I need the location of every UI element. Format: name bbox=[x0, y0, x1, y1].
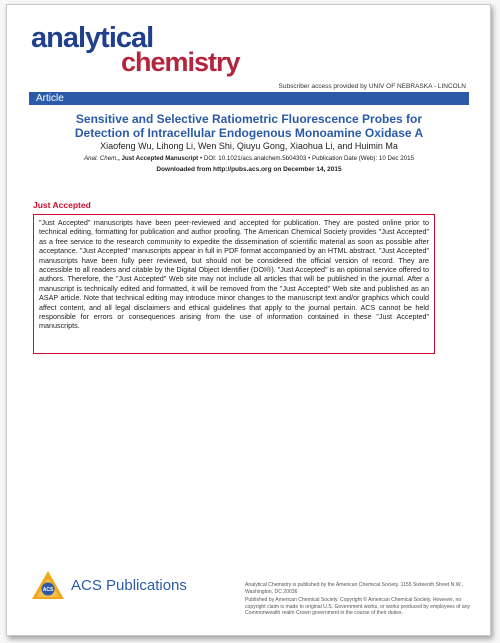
subscriber-access-notice: Subscriber access provided by UNIV OF NEBRASKA - LINCOLN bbox=[278, 83, 466, 90]
footer-copyright: Published by American Chemical Society. Copyright © American Chemical Society. However, no copyright claim is made to original U.S. Government works, or works produced by employees of any Commonwealth realm Crown government in the course of their duties. bbox=[245, 597, 471, 617]
section-bar bbox=[29, 92, 469, 105]
download-notice: Downloaded from http://pubs.acs.org on December 14, 2015 bbox=[156, 166, 342, 173]
journal-logo bbox=[31, 23, 251, 83]
citation-journal: Anal. Chem. bbox=[83, 155, 119, 162]
journal-logo-line1: analytical bbox=[31, 22, 154, 54]
acs-emblem-letters: ACS bbox=[42, 587, 54, 593]
author-list: Xiaofeng Wu, Lihong Li, Wen Shi, Qiuyu Gong, Xiaohua Li, and Huimin Ma bbox=[100, 141, 398, 151]
article-title-line2: Detection of Intracellular Endogenous Monoamine Oxidase A bbox=[74, 126, 424, 140]
article-title-line1: Sensitive and Selective Ratiometric Fluorescence Probes for bbox=[75, 112, 423, 126]
journal-logo-line2: chemistry bbox=[121, 47, 240, 77]
footer-address: Analytical Chemistry is published by the American Chemical Society. 1155 Sixteenth Street N.W., Washington, DC 20036 bbox=[245, 582, 464, 595]
citation-line bbox=[29, 155, 469, 162]
publisher-name: ACS Publications bbox=[71, 577, 187, 594]
section-label: Article bbox=[36, 93, 64, 104]
acs-emblem-icon bbox=[31, 570, 65, 600]
acs-publications-logo[interactable] bbox=[31, 570, 221, 600]
citation-details: • DOI: 10.1021/acs.analchem.5b04303 • Publication Date (Web): 10 Dec 2015 bbox=[198, 155, 415, 162]
pdf-page bbox=[6, 4, 491, 636]
citation-status: , Just Accepted Manuscript bbox=[118, 155, 199, 162]
publisher-footer bbox=[245, 582, 475, 619]
just-accepted-box bbox=[33, 214, 435, 354]
article-title bbox=[29, 112, 469, 140]
just-accepted-text: "Just Accepted" manuscripts have been peer-reviewed and accepted for publication. They are posted online prior to technical editing, formatting for publication and author proofing. The American Chemical Society provides "Just Accepted" as a free service to the research community to expedite the dissemination of scientific material as soon as possible after acceptance. "Just Accepted" manuscripts appear in full in PDF format accompanied by an HTML abstract. "Just Accepted" manuscripts have been fully peer reviewed, but should not be considered the official version of record. They are accessible to all readers and citable by the Digital Object Identifier (DOI®). "Just Accepted" is an optional service offered to authors. Therefore, the "Just Accepted" Web site may not include all articles that will be published in the journal. After a manuscript is technically edited and formatted, it will be removed from the "Just Accepted" Web site and published as an ASAP article. Note that technical editing may introduce minor changes to the manuscript text and/or graphics which could affect content, and all legal disclaimers and ethical guidelines that apply to the journal pertain. ACS cannot be held responsible for errors or consequences arising from the use of information contained in these "Just Accepted" manuscripts. bbox=[39, 218, 429, 331]
just-accepted-heading: Just Accepted bbox=[33, 200, 91, 210]
